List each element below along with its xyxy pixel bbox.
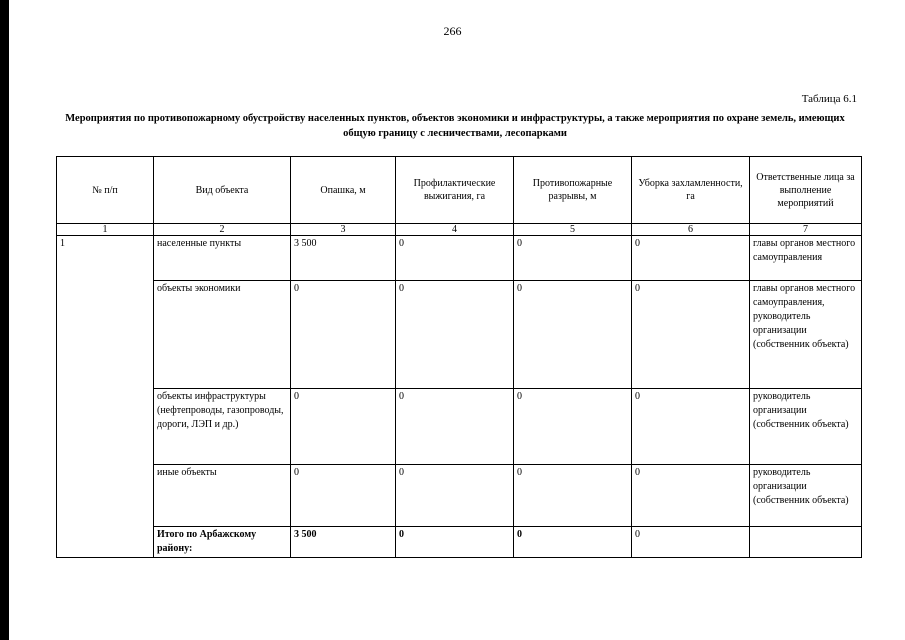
plowing-cell: 0 xyxy=(291,465,396,527)
firebreaks-cell: 0 xyxy=(514,281,632,389)
object-type-cell: объекты инфраструктуры (нефтепроводы, газопроводы, дороги, ЛЭП и др.) xyxy=(154,389,291,465)
total-cleanup-cell: 0 xyxy=(632,527,750,558)
column-number: 4 xyxy=(396,224,514,236)
header-cell-number: № п/п xyxy=(57,157,154,224)
plowing-cell: 0 xyxy=(291,389,396,465)
column-number: 3 xyxy=(291,224,396,236)
cleanup-cell: 0 xyxy=(632,389,750,465)
total-row xyxy=(57,527,862,558)
plowing-cell: 3 500 xyxy=(291,236,396,281)
responsible-cell: главы органов местного самоуправления xyxy=(750,236,862,281)
total-label-cell: Итого по Арбажскому району: xyxy=(154,527,291,558)
object-type-cell: населенные пункты xyxy=(154,236,291,281)
cleanup-cell: 0 xyxy=(632,236,750,281)
total-plowing-cell: 3 500 xyxy=(291,527,396,558)
page-number: 266 xyxy=(443,24,462,38)
object-type-cell: объекты экономики xyxy=(154,281,291,389)
table-row xyxy=(57,281,862,389)
header-cell-firebreaks: Противопожарные разрывы, м xyxy=(514,157,632,224)
cleanup-cell: 0 xyxy=(632,281,750,389)
table-row xyxy=(57,465,862,527)
plowing-cell: 0 xyxy=(291,281,396,389)
header-cell-cleanup: Уборка захламленности, га xyxy=(632,157,750,224)
object-type-cell: иные объекты xyxy=(154,465,291,527)
cleanup-cell: 0 xyxy=(632,465,750,527)
header-cell-plowing: Опашка, м xyxy=(291,157,396,224)
table-row xyxy=(57,389,862,465)
table-row xyxy=(57,236,862,281)
column-number: 1 xyxy=(57,224,154,236)
firebreaks-cell: 0 xyxy=(514,236,632,281)
header-cell-responsible: Ответственные лица за выполнение мероприятий xyxy=(750,157,862,224)
table-caption: Таблица 6.1 xyxy=(801,93,857,105)
document-title: Мероприятия по противопожарному обустройству населенных пунктов, объектов экономики и инфраструктуры, а также мероприятия по охране земель, имеющих общую границу с лесничествами, лесопарками xyxy=(65,113,845,139)
total-burning-cell: 0 xyxy=(396,527,514,558)
burning-cell: 0 xyxy=(396,236,514,281)
column-number: 7 xyxy=(750,224,862,236)
burning-cell: 0 xyxy=(396,389,514,465)
total-responsible-cell xyxy=(750,527,862,558)
table-header-row xyxy=(57,157,862,224)
scan-edge-bar xyxy=(0,0,9,640)
firebreaks-cell: 0 xyxy=(514,389,632,465)
burning-cell: 0 xyxy=(396,281,514,389)
column-number: 2 xyxy=(154,224,291,236)
header-cell-burning: Профилактические выжигания, га xyxy=(396,157,514,224)
column-number: 5 xyxy=(514,224,632,236)
column-number: 6 xyxy=(632,224,750,236)
header-cell-object-type: Вид объекта xyxy=(154,157,291,224)
responsible-cell: руководитель организации (собственник объекта) xyxy=(750,389,862,465)
column-number-row xyxy=(57,224,862,236)
responsible-cell: главы органов местного самоуправления, руководитель организации (собственник объекта) xyxy=(750,281,862,389)
total-firebreaks-cell: 0 xyxy=(514,527,632,558)
measures-table xyxy=(56,156,862,558)
burning-cell: 0 xyxy=(396,465,514,527)
firebreaks-cell: 0 xyxy=(514,465,632,527)
row-number-cell: 1 xyxy=(57,236,154,558)
responsible-cell: руководитель организации (собственник объекта) xyxy=(750,465,862,527)
